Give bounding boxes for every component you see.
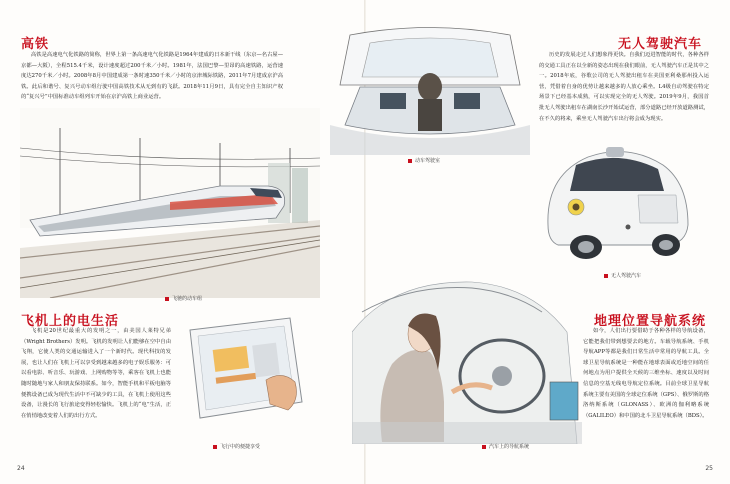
highspeed-title: 高铁 (21, 37, 50, 52)
navigation-caption-text: 汽车上的导航系统 (489, 444, 530, 450)
plane-caption (213, 443, 260, 450)
highspeed-caption-text: 飞驰的动车组 (172, 296, 203, 302)
driverless-title: 无人驾驶汽车 (618, 37, 703, 52)
highspeed-body: 高铁是高速电气化铁路的简称，世界上第一条高速电气化铁路是1964年建成的日本新干线（东京—名古屋—京都—大阪），全程515.4千米，设计速度超过200千米／小时。1981年，法国巴黎—里昂的高速铁路，运营速度达270千米／小时。2008年8月中国建成第一条时速350千米／小时的京津城际铁路，2011年7月建成京沪高铁。此后和谐号、复兴号动车组行驶中国高铁技术从无到有的飞跃。2018年11月9日，具有完全自主知识产权的“复兴号”中国标准动车组列车开始在京沪高铁上商业运营。 (21, 52, 283, 101)
train-illustration (20, 108, 320, 298)
cab-caption-text: 动车驾驶室 (415, 158, 441, 164)
caption-marker-icon (213, 445, 217, 449)
highspeed-caption (165, 295, 202, 302)
cab-illustration (330, 25, 530, 155)
cab-caption (408, 157, 440, 164)
driverless-caption-text: 无人驾驶汽车 (611, 273, 642, 279)
tablet-illustration (170, 310, 305, 430)
page-number-left: 24 (17, 465, 25, 472)
car-illustration (528, 135, 698, 265)
driverless-caption (604, 272, 641, 279)
page-number-right: 25 (705, 465, 713, 472)
caption-marker-icon (408, 159, 412, 163)
navigation-caption (482, 443, 529, 450)
plane-caption-text: 飞行中的便捷享受 (220, 444, 261, 450)
plane-title: 飞机上的电生活 (21, 314, 120, 329)
caption-marker-icon (482, 445, 486, 449)
driverless-body: 历史的发展走过人们想象得更快。自我们迈进智能的时代，各种各样的交通工具正在以全新的姿态出现在我们眼前，无人驾驶汽车正是其中之一。2018年底，谷歌公司的无人驾驶出租车在美国亚利桑那州投入运营，凭借着自身的优势让越来越多的人放心乘坐。L4级自动驾驶在特定场景下已经基本成熟，可以实现完全的无人驾驶。2019年9月，我国首批无人驾驶出租车在湖南长沙开始试运营，部分道路已经开放道路测试，在不久的将来，乘坐无人驾驶汽车出行将会成为现实。 (539, 52, 709, 122)
caption-marker-icon (165, 297, 169, 301)
navigation-title: 地理位置导航系统 (594, 314, 707, 329)
caption-marker-icon (604, 274, 608, 278)
plane-body: 飞机是20世纪最重大的发明之一，由美国人莱特兄弟（Wright Brothers）发明。飞机的发明让人们能够在空中自由飞翔，它使人类的交通运输进入了一个新时代。现代科技的发展，也让人们在飞机上可以享受到越来越多的电子娱乐服务：可以看电影、听音乐、玩游戏、上网购物等等，乘客在飞机上也能随时随地与家人和朋友保持联系。如今，智能手机和平板电脑等便携设备已成为现代生活中不可缺少的工具，在飞机上使用这些设备，让漫长的飞行旅途变得轻松愉快。飞机上的“电”生活，正在悄悄地改变着人们的出行方式。 (21, 328, 171, 419)
driver-illustration (352, 272, 582, 444)
navigation-body: 如今，人们出行要借助于各种各样的导航设备，它能把我们带到想要去的地方。车载导航系统、手机导航APP等都是我们日常生活中常用的导航工具。全球卫星导航系统是一种能在地球表面或近地空间的任何地点为用户提供全天候的三维坐标、速度以及时间信息的空基无线电导航定位系统。目前全球卫星导航系统主要有美国的全球定位系统（GPS）、俄罗斯的格洛纳斯系统（GLONASS）、欧洲的伽利略系统（GALILEO）和中国的北斗卫星导航系统（BDS）。 (583, 328, 709, 419)
